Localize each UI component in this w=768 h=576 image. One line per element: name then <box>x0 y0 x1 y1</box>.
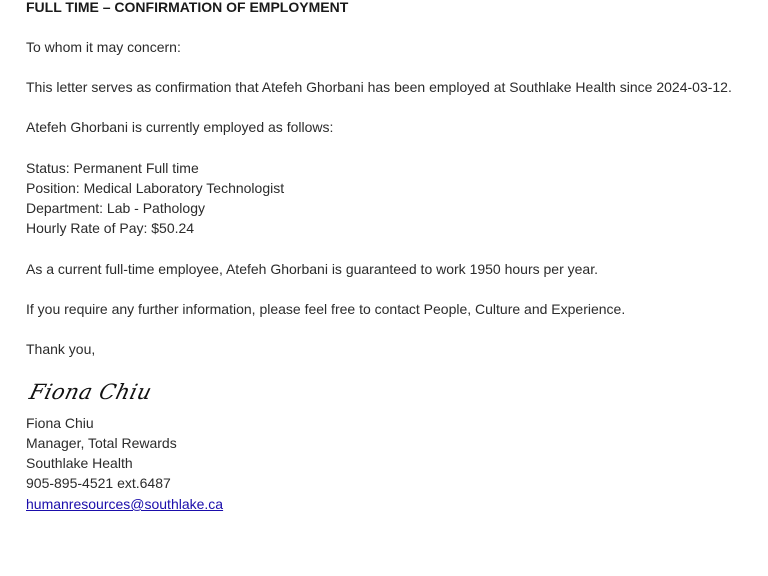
signer-title: Manager, Total Rewards <box>26 435 177 451</box>
letter-heading: FULL TIME – CONFIRMATION OF EMPLOYMENT <box>26 0 349 15</box>
guarantee-paragraph: As a current full-time employee, Atefeh Ghorbani is guaranteed to work 1950 hours per year. <box>26 261 598 277</box>
email-link[interactable]: humanresources@southlake.ca <box>26 496 224 512</box>
position-line: Position: Medical Laboratory Technologist <box>26 180 285 196</box>
salutation: To whom it may concern: <box>26 39 181 55</box>
signer-organization: Southlake Health <box>26 455 133 471</box>
employed-as-line: Atefeh Ghorbani is currently employed as follows: <box>26 119 334 135</box>
signer-phone: 905-895-4521 ext.6487 <box>26 475 171 491</box>
signer-name: Fiona Chiu <box>26 415 94 431</box>
status-line: Status: Permanent Full time <box>26 160 199 176</box>
pay-line: Hourly Rate of Pay: $50.24 <box>26 220 195 236</box>
closing: Thank you, <box>26 341 96 357</box>
intro-paragraph: This letter serves as confirmation that Atefeh Ghorbani has been employed at Southlake Health since 2024-03-12. <box>26 79 732 95</box>
handwritten-signature: Fiona Chiu <box>27 380 155 404</box>
contact-paragraph: If you require any further information, please feel free to contact People, Culture and Experience. <box>26 301 626 317</box>
department-line: Department: Lab - Pathology <box>26 200 205 216</box>
